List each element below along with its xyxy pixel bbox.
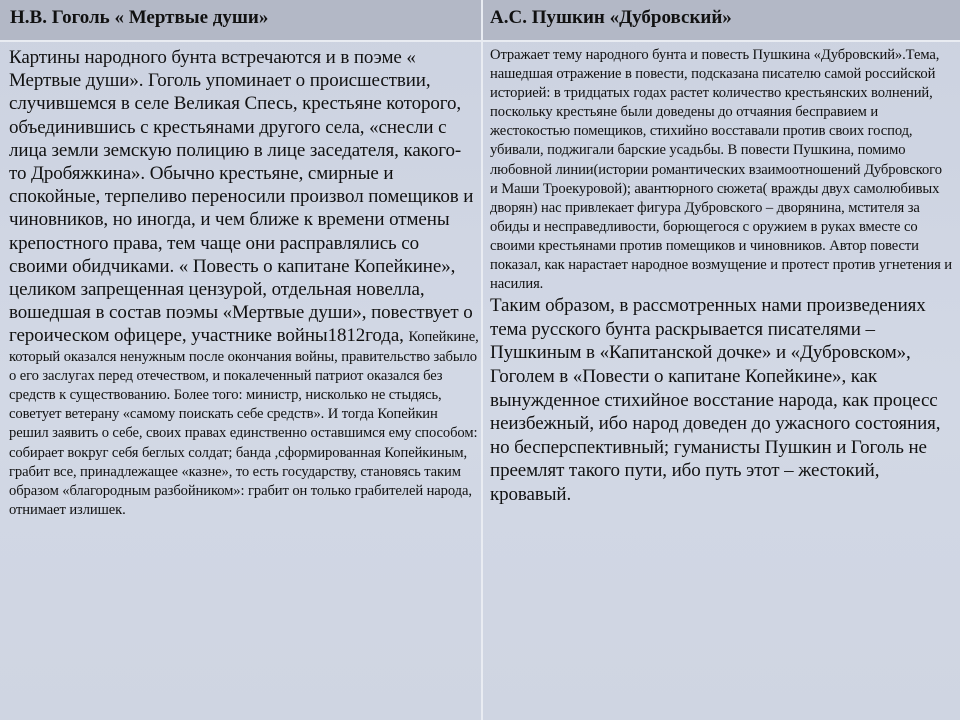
header-gogol: Н.В. Гоголь « Мертвые души» — [10, 7, 269, 28]
gogol-text-large: Картины народного бунта встречаются и в поэме « Мертвые души». Гоголь упоминает о происшествии, случившемся в селе Великая Спесь, крестьяне которого, объединившись с крестьянами другого села, «снесли с лица земли земскую полицию в лице заседателя, какого- то Дробяжкина». Обычно крестьяне, смирные и спокойные, терпеливо переносили произвол помещиков и чиновников, но иногда, и чем ближе к времени отмены крепостного права, тем чаще они расправлялись со своими обидчиками. « Повесть о капитане Копейкине», целиком запрещенная цензурой, отдельная новелла, вошедшая в состав поэмы «Мертвые души», повествует о героическом офицере, участнике войны1812года, — [9, 47, 474, 347]
pushkin-cell — [490, 46, 952, 507]
header-pushkin: А.С. Пушкин «Дубровский» — [490, 7, 732, 28]
pushkin-text-small: Отражает тему народного бунта и повесть Пушкина «Дубровский».Тема, нашедшая отражение в повести, подсказана писателю самой российской историей: в тридцатых годах растет количество крестьянских волнений, поскольку крестьяне были доведены до отчаяния бесправием и жестокостью помещиков, стихийно восставали против своих господ, убивали, поджигали барские усадьбы. В повести Пушкина, помимо любовной линии(истории романтических взаимоотношений Дубровского и Маши Троекуровой); авантюрного сюжета( вражды двух самолюбивых дворян) нас привлекает фигура Дубровского – дворянина, мстителя за обиды и несправедливости, борющегося с оружием в руках вместе со своими крестьянами против помещиков и чиновников. Автор повести показал, как нарастает народное возмущение и протест против угнетения и насилия. — [490, 47, 952, 293]
row-divider — [0, 40, 960, 42]
gogol-text-small: Копейкине, который оказался ненужным после окончания войны, правительство забыло о его заслугах перед отечеством, и покалеченный патриот оказался без средств к существованию. Более того: министр, нисколько не стыдясь, советует ветерану «самому поискать себе средств». И тогда Копейкин решил заявить о себе, своих правах единственно оставшимся ему способом: собирает вокруг себя беглых солдат; банда ,сформированная Копейкиным, грабит все, принадлежащее «казне», то есть государству, становясь таким образом «благородным разбойником»: грабит он только грабителей народа, отнимает излишек. — [9, 329, 479, 519]
gogol-paragraph — [9, 46, 479, 520]
gogol-cell — [9, 46, 479, 520]
conclusion-text: Таким образом, в рассмотренных нами произведениях тема русского бунта раскрывается писателями – Пушкиным в «Капитанской дочке» и «Дубровском», Гоголем в «Повести о капитане Копейкине», как вынужденное стихийное восстание народа, как процесс неизбежный, ибо народ доведен до ужасного состояния, но бесперспективный; гуманисты Пушкин и Гоголь не преемлят такого пути, ибо путь этот – жестокий, кровавый. — [490, 295, 941, 505]
table-header-row — [0, 0, 960, 40]
column-divider — [481, 0, 483, 720]
